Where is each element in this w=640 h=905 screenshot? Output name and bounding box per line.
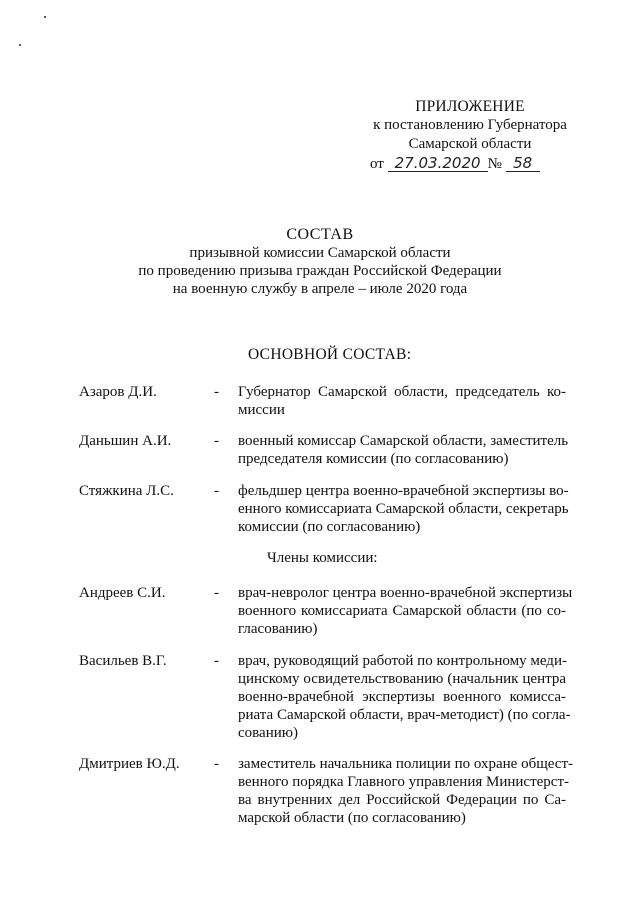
heading-title: СОСТАВ	[286, 226, 354, 243]
appendix-date-line	[360, 155, 580, 174]
appendix-line: к постановлению Губернатора	[373, 117, 567, 133]
member-name: Азаров Д.И.	[79, 384, 157, 400]
appendix-title: ПРИЛОЖЕНИЕ	[415, 98, 525, 115]
member-name: Васильев В.Г.	[79, 653, 167, 669]
description-line: енного комиссариата Самарской области, секретарь	[238, 501, 569, 517]
description-line: военного комиссариата Самарской области (по со-	[238, 603, 566, 619]
description-line: марской области (по согласованию)	[238, 810, 466, 826]
description-line: риата Самарской области, врач-методист) (по согла-	[238, 707, 571, 723]
heading-line: призывной комиссии Самарской области	[189, 245, 451, 261]
handwritten-date: 27.03.2020	[388, 155, 488, 172]
dash-separator: -	[214, 384, 219, 400]
dash-separator: -	[214, 756, 219, 772]
document-heading	[0, 226, 640, 298]
number-label: №	[487, 156, 502, 172]
member-description	[238, 652, 571, 742]
appendix-line: Самарской области	[408, 136, 532, 152]
description-line: комиссии (по согласованию)	[238, 519, 421, 535]
member-name: Стяжкина Л.С.	[79, 483, 174, 499]
member-description	[238, 482, 569, 536]
description-line: Губернатор Самарской области, председатель ко-	[238, 384, 566, 400]
description-line: председателя комиссии (по согласованию)	[238, 451, 509, 467]
description-line: военный комиссар Самарской области, заместитель	[238, 433, 569, 449]
scan-speck	[44, 16, 46, 18]
member-description	[238, 432, 569, 468]
member-description	[238, 584, 573, 638]
description-line: врач, руководящий работой по контрольному меди-	[238, 653, 567, 669]
description-line: врач-невролог центра военно-врачебной экспертизы	[238, 585, 573, 601]
main-section-label: ОСНОВНОЙ СОСТАВ:	[248, 346, 412, 363]
heading-line: на военную службу в апреле – июле 2020 года	[172, 281, 468, 297]
dash-separator: -	[214, 653, 219, 669]
description-line: венного порядка Главного управления Министерст-	[238, 774, 570, 790]
description-line: фельдшер центра военно-врачебной экспертизы во-	[238, 483, 569, 499]
heading-line: по проведению призыва граждан Российской Федерации	[138, 263, 502, 279]
dash-separator: -	[214, 585, 219, 601]
scan-speck	[19, 44, 21, 46]
description-line: миссии	[238, 402, 285, 418]
member-name: Андреев С.И.	[79, 585, 166, 601]
dash-separator: -	[214, 433, 219, 449]
appendix-block	[360, 97, 580, 174]
description-line: цинскому освидетельствованию (начальник центра	[238, 671, 566, 687]
member-description	[238, 383, 566, 419]
description-line: заместитель начальника полиции по охране общест-	[238, 756, 573, 772]
description-line: сованию)	[238, 725, 298, 741]
member-description	[238, 755, 573, 827]
handwritten-number: 58	[506, 155, 540, 172]
description-line: гласованию)	[238, 621, 318, 637]
from-label: от	[370, 156, 384, 172]
member-name: Дмитриев Ю.Д.	[79, 756, 180, 772]
dash-separator: -	[214, 483, 219, 499]
description-line: военно-врачебной экспертизы военного комисса-	[238, 689, 566, 705]
members-label: Члены комиссии:	[267, 550, 378, 566]
member-name: Даньшин А.И.	[79, 433, 172, 449]
description-line: ва внутренних дел Российской Федерации по Са-	[238, 792, 566, 808]
